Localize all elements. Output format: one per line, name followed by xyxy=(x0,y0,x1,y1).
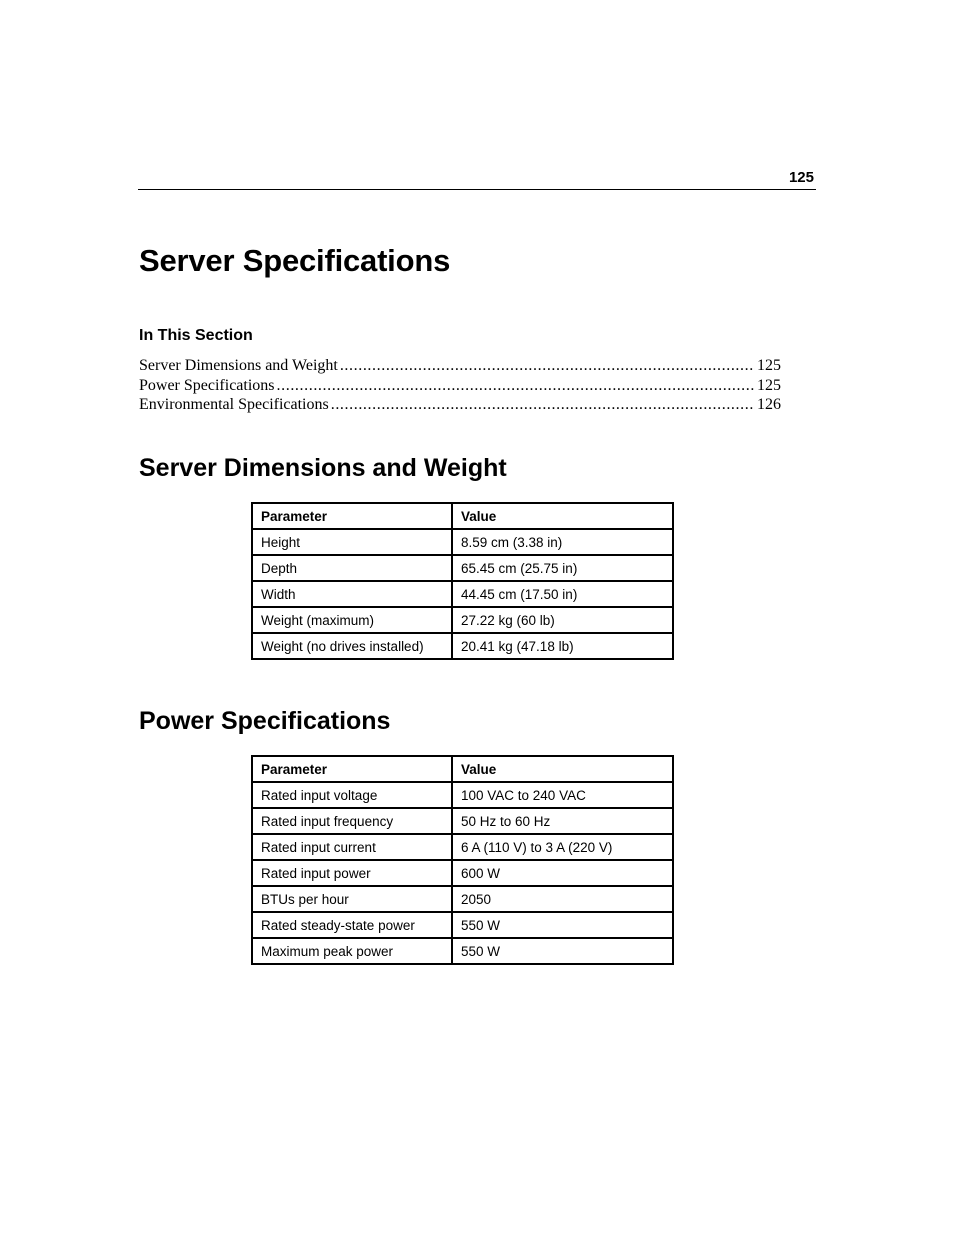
table-row xyxy=(252,860,673,886)
toc-dot-leader xyxy=(277,376,755,396)
section-heading-power: Power Specifications xyxy=(139,707,391,735)
toc-entry-title: Power Specifications xyxy=(139,376,275,394)
value-cell: 6 A (110 V) to 3 A (220 V) xyxy=(452,834,673,860)
parameter-cell: Height xyxy=(252,529,452,555)
toc-dot-leader xyxy=(331,395,755,415)
toc-heading: In This Section xyxy=(139,327,253,344)
table-header-row xyxy=(252,756,673,782)
table-row xyxy=(252,782,673,808)
value-cell: 550 W xyxy=(452,938,673,964)
section-heading-dimensions: Server Dimensions and Weight xyxy=(139,454,507,482)
parameter-cell: Maximum peak power xyxy=(252,938,452,964)
value-cell: 50 Hz to 60 Hz xyxy=(452,808,673,834)
value-cell: 600 W xyxy=(452,860,673,886)
header-rule xyxy=(138,189,816,190)
table-row xyxy=(252,886,673,912)
page-number: 125 xyxy=(788,169,814,186)
table-row xyxy=(252,529,673,555)
value-cell: 65.45 cm (25.75 in) xyxy=(452,555,673,581)
table-row xyxy=(252,834,673,860)
parameter-cell: Rated input current xyxy=(252,834,452,860)
value-cell: 2050 xyxy=(452,886,673,912)
table-row xyxy=(252,607,673,633)
table-row xyxy=(252,581,673,607)
value-cell: 20.41 kg (47.18 lb) xyxy=(452,633,673,659)
parameter-cell: Weight (no drives installed) xyxy=(252,633,452,659)
table-row xyxy=(252,938,673,964)
toc-entry-page: 125 xyxy=(757,376,781,394)
column-header: Value xyxy=(452,503,673,529)
parameter-cell: Rated input power xyxy=(252,860,452,886)
column-header: Value xyxy=(452,756,673,782)
value-cell: 8.59 cm (3.38 in) xyxy=(452,529,673,555)
table-row xyxy=(252,633,673,659)
value-cell: 550 W xyxy=(452,912,673,938)
table-row xyxy=(252,555,673,581)
column-header: Parameter xyxy=(252,756,452,782)
section-toc xyxy=(139,356,781,415)
parameter-cell: Rated steady-state power xyxy=(252,912,452,938)
parameter-cell: BTUs per hour xyxy=(252,886,452,912)
value-cell: 100 VAC to 240 VAC xyxy=(452,782,673,808)
toc-entry-page: 126 xyxy=(757,396,781,413)
toc-entry-title: Environmental Specifications xyxy=(139,396,329,413)
parameter-cell: Weight (maximum) xyxy=(252,607,452,633)
value-cell: 27.22 kg (60 lb) xyxy=(452,607,673,633)
parameter-cell: Width xyxy=(252,581,452,607)
parameter-cell: Rated input voltage xyxy=(252,782,452,808)
table-header-row xyxy=(252,503,673,529)
toc-entry-environmental[interactable] xyxy=(139,395,781,415)
dimensions-table xyxy=(251,502,674,660)
power-table xyxy=(251,755,674,965)
toc-dot-leader xyxy=(340,356,755,376)
table-row xyxy=(252,912,673,938)
value-cell: 44.45 cm (17.50 in) xyxy=(452,581,673,607)
page-title: Server Specifications xyxy=(139,243,451,278)
column-header: Parameter xyxy=(252,503,452,529)
parameter-cell: Rated input frequency xyxy=(252,808,452,834)
toc-entry-title: Server Dimensions and Weight xyxy=(139,357,338,374)
toc-entry-page: 125 xyxy=(757,357,781,374)
toc-entry-power[interactable] xyxy=(139,376,781,396)
toc-entry-dimensions[interactable] xyxy=(139,356,781,376)
parameter-cell: Depth xyxy=(252,555,452,581)
table-row xyxy=(252,808,673,834)
